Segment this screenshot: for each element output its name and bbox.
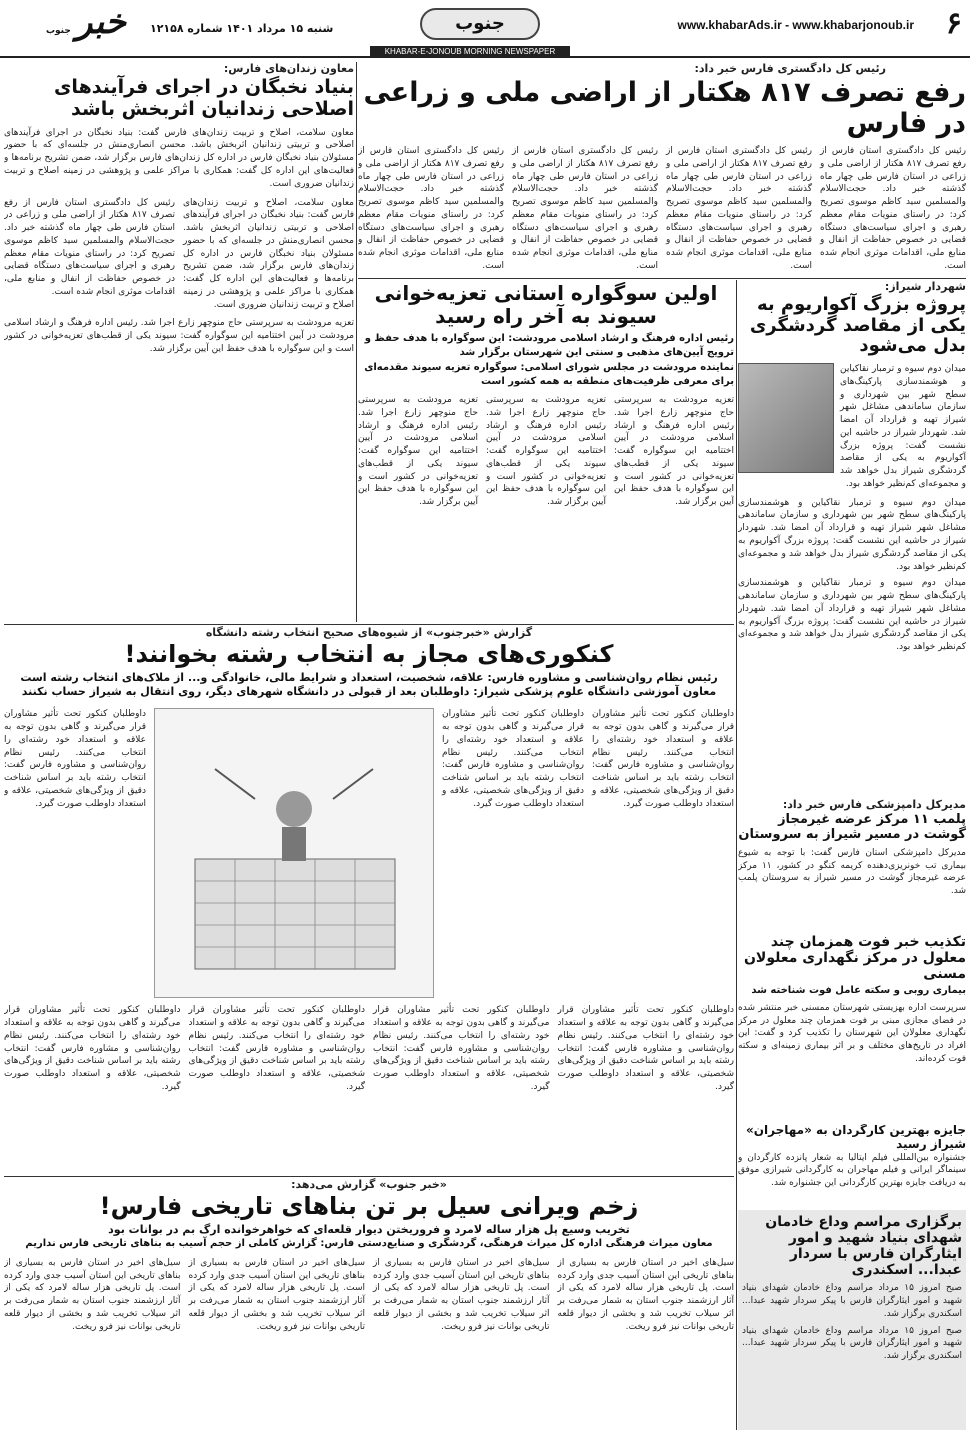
konkur-body-a: داوطلبان کنکور تحت تأثیر مشاوران قرار می‌گیرند و گاهی بدون توجه به علاقه و استعداد خود رشته‌ای را انتخاب می‌کنند. رئیس نظام روان‌شناسی و مشاوره فارس گفت: انتخاب رشته باید بر اساس شناخت دقیق از ویژگی‌های شخصیتی، علاقه و استعداد داوطلب صورت گیرد. (592, 709, 734, 809)
konkur-body-e: داوطلبان کنکور تحت تأثیر مشاوران قرار می‌گیرند و گاهی بدون توجه به علاقه و استعداد خود رشته‌ای را انتخاب می‌کنند. رئیس نظام روان‌شناسی و مشاوره فارس گفت: انتخاب رشته باید بر اساس شناخت دقیق از ویژگی‌های شخصیتی، علاقه و استعداد داوطلب صورت گیرد. (373, 1005, 550, 1092)
konkur-illustration (154, 708, 434, 998)
mayor-photo (738, 363, 834, 473)
veterinary-article (738, 798, 966, 930)
row-rule (4, 1176, 734, 1177)
prisoners-article (4, 62, 354, 622)
konkur-body-g: داوطلبان کنکور تحت تأثیر مشاوران قرار می‌گیرند و گاهی بدون توجه به علاقه و استعداد خود رشته‌ای را انتخاب می‌کنند. رئیس نظام روان‌شناسی و مشاوره فارس گفت: انتخاب رشته باید بر اساس شناخت دقیق از ویژگی‌های شخصیتی، علاقه و استعداد داوطلب صورت گیرد. (4, 1005, 181, 1092)
konkur-illustration-svg (155, 709, 433, 997)
logo-sub: جنوب (46, 26, 71, 36)
section-tab: جنوب (420, 8, 540, 40)
denial-subtitle: بیماری روبی و سکته عامل فوت شناخته شد (751, 985, 966, 997)
newspaper-logo (6, 2, 126, 46)
konkur-sub-2: معاون آموزشی دانشگاه علوم پزشکی شیراز: داوطلبان بعد از قبولی در دانشگاه شهرهای دیگر، روی انتقال به شیراز حساب نکنند (21, 685, 717, 699)
konkur-body-f: داوطلبان کنکور تحت تأثیر مشاوران قرار می‌گیرند و گاهی بدون توجه به علاقه و استعداد خود رشته‌ای را انتخاب می‌کنند. رئیس نظام روان‌شناسی و مشاوره فارس گفت: انتخاب رشته باید بر اساس شناخت دقیق از ویژگی‌های شخصیتی، علاقه و استعداد داوطلب صورت گیرد. (188, 1005, 365, 1092)
lead-body-col4: رئیس کل دادگستری استان فارس از رفع تصرف ۸۱۷ هکتار از اراضی ملی و زراعی در استان فارس طی چهار ماه گذشته خبر داد. حجت‌الاسلام والمسلمین سید کاظم موسوی تصریح کرد: در راستای منویات مقام معظم رهبری و اجرای سیاست‌های دستگاه قضایی در خصوص حفاظت از انفال و منابع ملی، اقدامات موثری انجام شده است. (358, 146, 505, 271)
tazieh-article (358, 282, 734, 622)
denial-article (738, 934, 966, 1120)
ceremony-article (738, 1210, 966, 1430)
denial-body: سرپرست اداره بهزیستی شهرستان ممسنی خبر منتشر شده در فضای مجازی مبنی بر فوت همزمان چند معلول در مرکز نگهداری معلولان این شهرستان را تکذیب کرد و گفت: این افراد در تاریخ‌های مختلف و بر اثر بیماری زمینه‌ای و سکته فوت کرده‌اند. (738, 1002, 966, 1064)
mayor-kicker: شهردار شیراز: (884, 280, 966, 293)
mayor-article (738, 280, 966, 794)
tazieh-headline: اولین سوگواره استانی تعزیه‌خوانی سیوند به آخر راه رسید (374, 282, 718, 328)
lead-body-col2: رئیس کل دادگستری استان فارس از رفع تصرف ۸۱۷ هکتار از اراضی ملی و زراعی در استان فارس طی چهار ماه گذشته خبر داد. حجت‌الاسلام والمسلمین سید کاظم موسوی تصریح کرد: در راستای منویات مقام معظم رهبری و اجرای سیاست‌های دستگاه قضایی در خصوص حفاظت از انفال و منابع ملی، اقدامات موثری انجام شده است. (666, 146, 813, 271)
prisoners-body-c: تعزیه مرودشت به سرپرستی حاج منوچهر زارع اجرا شد. رئیس اداره فرهنگ و ارشاد اسلامی مرودشت در آیین اختتامیه این سوگواره گفت: سیوند یکی از قطب‌های تعزیه‌خوانی در کشور است و این سوگواره با هدف حفظ این آیین برگزار شد. (4, 318, 354, 354)
tazieh-subtitle: رئیس اداره فرهنگ و ارشاد اسلامی مرودشت: این سوگواره با هدف حفظ و ترویج آیین‌های مذهبی و سنتی این شهرستان برگزار شد (364, 333, 734, 358)
heritage-sub-1: تخریب وسیع پل هزار ساله لامرد و فروریختن دیوار قلعه‌ای که خواهرخوانده ارگ بم در بوانات بود (108, 1222, 630, 1236)
ceremony-body: صبح امروز ۱۵ مرداد مراسم وداع خادمان شهدای بنیاد شهید و امور ایثارگران فارس با پیکر سردار شهید عبدا... اسکندری برگزار شد. (742, 1283, 962, 1319)
prisoners-body-b: رئیس کل دادگستری استان فارس از رفع تصرف ۸۱۷ هکتار از اراضی ملی و زراعی در استان فارس طی چهار ماه گذشته خبر داد. حجت‌الاسلام والمسلمین سید کاظم موسوی تصریح کرد: در راستای منویات مقام معظم رهبری و اجرای سیاست‌های دستگاه قضایی در خصوص حفاظت از انفال و منابع ملی، اقدامات موثری انجام شده است. (4, 197, 176, 297)
konkur-sub-1: رئیس نظام روان‌شناسی و مشاوره فارس: علاقه، شخصیت، استعداد و شرایط مالی، خانوادگی و... از ملاک‌های انتخاب رشته است (20, 670, 718, 684)
film-headline: جایزه بهترین کارگردان به «مهاجران» شیراز رسید (746, 1124, 966, 1151)
konkur-body-b: داوطلبان کنکور تحت تأثیر مشاوران قرار می‌گیرند و گاهی بدون توجه به علاقه و استعداد خود رشته‌ای را انتخاب می‌کنند. رئیس نظام روان‌شناسی و مشاوره فارس گفت: انتخاب رشته باید بر اساس شناخت دقیق از ویژگی‌های شخصیتی، علاقه و استعداد داوطلب صورت گیرد. (442, 709, 584, 809)
prisoners-kicker: معاون زندان‌های فارس: (223, 62, 354, 75)
lead-headline: رفع تصرف ۸۱۷ هکتار از اراضی ملی و زراعی در فارس (363, 77, 966, 140)
masthead (0, 0, 970, 58)
konkur-body-d: داوطلبان کنکور تحت تأثیر مشاوران قرار می‌گیرند و گاهی بدون توجه به علاقه و استعداد خود رشته‌ای را انتخاب می‌کنند. رئیس نظام روان‌شناسی و مشاوره فارس گفت: انتخاب رشته باید بر اساس شناخت دقیق از ویژگی‌های شخصیتی، علاقه و استعداد داوطلب صورت گیرد. (557, 1005, 734, 1092)
column-rule (356, 62, 357, 622)
heritage-body-a: سیل‌های اخیر در استان فارس به بسیاری از بناهای تاریخی این استان آسیب جدی وارد کرده است. پل تاریخی هزار ساله لامرد که یکی از آثار ارزشمند جنوب استان به شمار می‌رفت بر اثر سیلاب تخریب شد و بخشی از دیوار قلعه تاریخی بوانات نیز فرو ریخت. (557, 1257, 734, 1332)
veterinary-body: مدیرکل دامپزشکی استان فارس گفت: با توجه به شیوع بیماری تب خونریزی‌دهنده کریمه کنگو در کشور، ۱۱ مرکز عرضه غیرمجاز گوشت در مسیر شیراز به سروستان پلمب شد. (738, 847, 966, 897)
heritage-kicker: «خبر جنوب» گزارش می‌دهد: (291, 1178, 447, 1191)
mayor-body-2: میدان دوم سیوه و ترمبار نقاکیاین و هوشمندسازی پارکینگ‌های سطح شهر بین شهرداری و سازمان ساماندهی مشاغل شهر شیراز تهیه و قرارداد آن امضا شد. شهردار شیراز در حاشیه این نشست گفت: پروژه بزرگ آکواریوم به یکی از مقاصد گردشگری شیراز بدل خواهد شد و مجموعه‌ای کم‌نظیر خواهد بود. (738, 497, 966, 572)
konkur-kicker: گزارش «خبرجنوب» از شیوه‌های صحیح انتخاب رشته دانشگاه (205, 626, 533, 639)
film-body: جشنواره بین‌المللی فیلم ایتالیا به شعار پانزده کارگردان و سینماگر ایرانی و فیلم مهاجران به کارگردانی شیرازی موفق به دریافت جایزه بهترین کارگردانی این جشنواره شد. (738, 1152, 966, 1189)
page-number: ۶ (945, 6, 962, 41)
tazieh-body-c: تعزیه مرودشت به سرپرستی حاج منوچهر زارع اجرا شد. رئیس اداره فرهنگ و ارشاد اسلامی مرودشت در آیین اختتامیه این سوگواره گفت: سیوند یکی از قطب‌های تعزیه‌خوانی در کشور است و این سوگواره با هدف حفظ این آیین برگزار شد. (358, 395, 478, 508)
row-rule (4, 624, 734, 625)
lead-body: رئیس کل دادگستری استان فارس از رفع تصرف ۸۱۷ هکتار از اراضی ملی و زراعی در استان فارس طی چهار ماه گذشته خبر داد. حجت‌الاسلام والمسلمین سید کاظم موسوی تصریح کرد: در راستای منویات مقام معظم رهبری و اجرای سیاست‌های دستگاه قضایی در خصوص حفاظت از انفال و منابع ملی، اقدامات موثری انجام شده است. (820, 146, 966, 271)
mayor-body: میدان دوم سیوه و ترمبار نقاکیاین و هوشمندسازی پارکینگ‌های سطح شهر بین شهرداری و سازمان ساماندهی مشاغل شهر شیراز تهیه و قرارداد آن امضا شد. شهردار شیراز در حاشیه این نشست گفت: پروژه بزرگ آکواریوم به یکی از مقاصد گردشگری شیراز بدل خواهد شد و مجموعه‌ای کم‌نظیر خواهد بود. (840, 364, 966, 489)
konkur-headline: کنکوری‌های مجاز به انتخاب رشته بخوانند! (124, 640, 614, 668)
heritage-article (4, 1178, 734, 1430)
veterinary-kicker: مدیرکل دامپزشکی فارس خبر داد: (782, 798, 966, 811)
mayor-headline: پروژه بزرگ آکواریوم به یکی از مقاصد گردشگری بدل می‌شود (749, 294, 966, 357)
prisoners-headline: بنیاد نخبگان در اجرای فرآیندهای اصلاحی زندانیان اثربخش باشد (54, 76, 354, 120)
heritage-headline: زخم ویرانی سیل بر تن بناهای تاریخی فارس! (99, 1192, 639, 1220)
heritage-sub-2: معاون میراث فرهنگی اداره کل میراث فرهنگی، گردشگری و صنایع‌دستی فارس: گزارش کاملی از حجم آسیب به بناهای تاریخی فارس نداریم (25, 1238, 713, 1250)
website-urls[interactable]: www.khabarAds.ir - www.khabarjonoub.ir (677, 18, 914, 32)
column-rule (736, 280, 737, 1430)
tazieh-subtitle-2: نماینده مرودشت در مجلس شورای اسلامی: سوگواره تعزیه سیوند مقدمه‌ای برای معرفی ظرفیت‌های منطقه به همه کشور است (364, 362, 734, 387)
ceremony-body-2: صبح امروز ۱۵ مرداد مراسم وداع خادمان شهدای بنیاد شهید و امور ایثارگران فارس با پیکر سردار شهید عبدا... اسکندری برگزار شد. (742, 1325, 962, 1362)
lead-body-col3: رئیس کل دادگستری استان فارس از رفع تصرف ۸۱۷ هکتار از اراضی ملی و زراعی در استان فارس طی چهار ماه گذشته خبر داد. حجت‌الاسلام والمسلمین سید کاظم موسوی تصریح کرد: در راستای منویات مقام معظم رهبری و اجرای سیاست‌های دستگاه قضایی در خصوص حفاظت از انفال و منابع ملی، اقدامات موثری انجام شده است. (512, 146, 659, 271)
denial-headline: تکذیب خبر فوت همزمان چند معلول در مرکز نگهداری معلولان مسنی (743, 934, 966, 983)
logo-text: خبر (75, 2, 126, 42)
veterinary-headline: پلمب ۱۱ مرکز عرضه غیرمجاز گوشت در مسیر شیراز به سروستان (738, 812, 966, 842)
english-banner: KHABAR-E-JONOUB MORNING NEWSPAPER (370, 46, 570, 58)
heritage-body-d: سیل‌های اخیر در استان فارس به بسیاری از بناهای تاریخی این استان آسیب جدی وارد کرده است. پل تاریخی هزار ساله لامرد که یکی از آثار ارزشمند جنوب استان به شمار می‌رفت بر اثر سیلاب تخریب شد و بخشی از دیوار قلعه تاریخی بوانات نیز فرو ریخت. (4, 1257, 181, 1332)
lead-article (358, 62, 966, 276)
tazieh-body-a: تعزیه مرودشت به سرپرستی حاج منوچهر زارع اجرا شد. رئیس اداره فرهنگ و ارشاد اسلامی مرودشت در آیین اختتامیه این سوگواره گفت: سیوند یکی از قطب‌های تعزیه‌خوانی در کشور است و این سوگواره با هدف حفظ این آیین برگزار شد. (614, 395, 734, 508)
heritage-body-c: سیل‌های اخیر در استان فارس به بسیاری از بناهای تاریخی این استان آسیب جدی وارد کرده است. پل تاریخی هزار ساله لامرد که یکی از آثار ارزشمند جنوب استان به شمار می‌رفت بر اثر سیلاب تخریب شد و بخشی از دیوار قلعه تاریخی بوانات نیز فرو ریخت. (188, 1257, 365, 1332)
lead-kicker: رئیس کل دادگستری فارس خبر داد: (694, 62, 886, 75)
row-rule (358, 278, 966, 279)
heritage-body-b: سیل‌های اخیر در استان فارس به بسیاری از بناهای تاریخی این استان آسیب جدی وارد کرده است. پل تاریخی هزار ساله لامرد که یکی از آثار ارزشمند جنوب استان به شمار می‌رفت بر اثر سیلاب تخریب شد و بخشی از دیوار قلعه تاریخی بوانات نیز فرو ریخت. (373, 1257, 550, 1332)
tazieh-body-b: تعزیه مرودشت به سرپرستی حاج منوچهر زارع اجرا شد. رئیس اداره فرهنگ و ارشاد اسلامی مرودشت در آیین اختتامیه این سوگواره گفت: سیوند یکی از قطب‌های تعزیه‌خوانی در کشور است و این سوگواره با هدف حفظ این آیین برگزار شد. (486, 395, 606, 508)
prisoners-body: معاون سلامت، اصلاح و تربیت زندان‌های فارس گفت: بنیاد نخبگان در اجرای فرآیندهای اصلاحی و تربیتی زندانیان اثربخش باشد. محسن انصاری‌منش در جلسه‌ای که با حضور مسئولان بنیاد نخبگان فارس در اداره کل زندان‌های فارس برگزار شد، ضمن تشریح برنامه‌ها و فعالیت‌های این اداره کل گفت: همکاری با مراکز علمی و پژوهشی در زمینه اصلاح و تربیت زندانیان ضروری است. (4, 127, 354, 189)
mayor-body-3: میدان دوم سیوه و ترمبار نقاکیاین و هوشمندسازی پارکینگ‌های سطح شهر بین شهرداری و سازمان ساماندهی مشاغل شهر شیراز تهیه و قرارداد آن امضا شد. شهردار شیراز در حاشیه این نشست گفت: پروژه بزرگ آکواریوم به یکی از مقاصد گردشگری شیراز بدل خواهد شد و مجموعه‌ای کم‌نظیر خواهد بود. (738, 578, 966, 653)
ceremony-headline: برگزاری مراسم وداع خادمان شهدای بنیاد شهید و امور ایثارگران فارس با سردار عبدا... اسکندری (765, 1214, 962, 1279)
date-issue: شنبه ۱۵ مرداد ۱۴۰۱ شماره ۱۲۱۵۸ (150, 22, 334, 35)
prisoners-body-a: معاون سلامت، اصلاح و تربیت زندان‌های فارس گفت: بنیاد نخبگان در اجرای فرآیندهای اصلاحی و تربیتی زندانیان اثربخش باشد. محسن انصاری‌منش در جلسه‌ای که با حضور مسئولان بنیاد نخبگان فارس در اداره کل زندان‌های فارس برگزار شد، ضمن تشریح برنامه‌ها و فعالیت‌های این اداره کل گفت: همکاری با مراکز علمی و پژوهشی در زمینه اصلاح و تربیت زندانیان ضروری است. (183, 197, 354, 310)
film-article (738, 1124, 966, 1206)
konkur-article (4, 626, 734, 1174)
konkur-body-c: داوطلبان کنکور تحت تأثیر مشاوران قرار می‌گیرند و گاهی بدون توجه به علاقه و استعداد خود رشته‌ای را انتخاب می‌کنند. رئیس نظام روان‌شناسی و مشاوره فارس گفت: انتخاب رشته باید بر اساس شناخت دقیق از ویژگی‌های شخصیتی، علاقه و استعداد داوطلب صورت گیرد. (4, 709, 146, 809)
